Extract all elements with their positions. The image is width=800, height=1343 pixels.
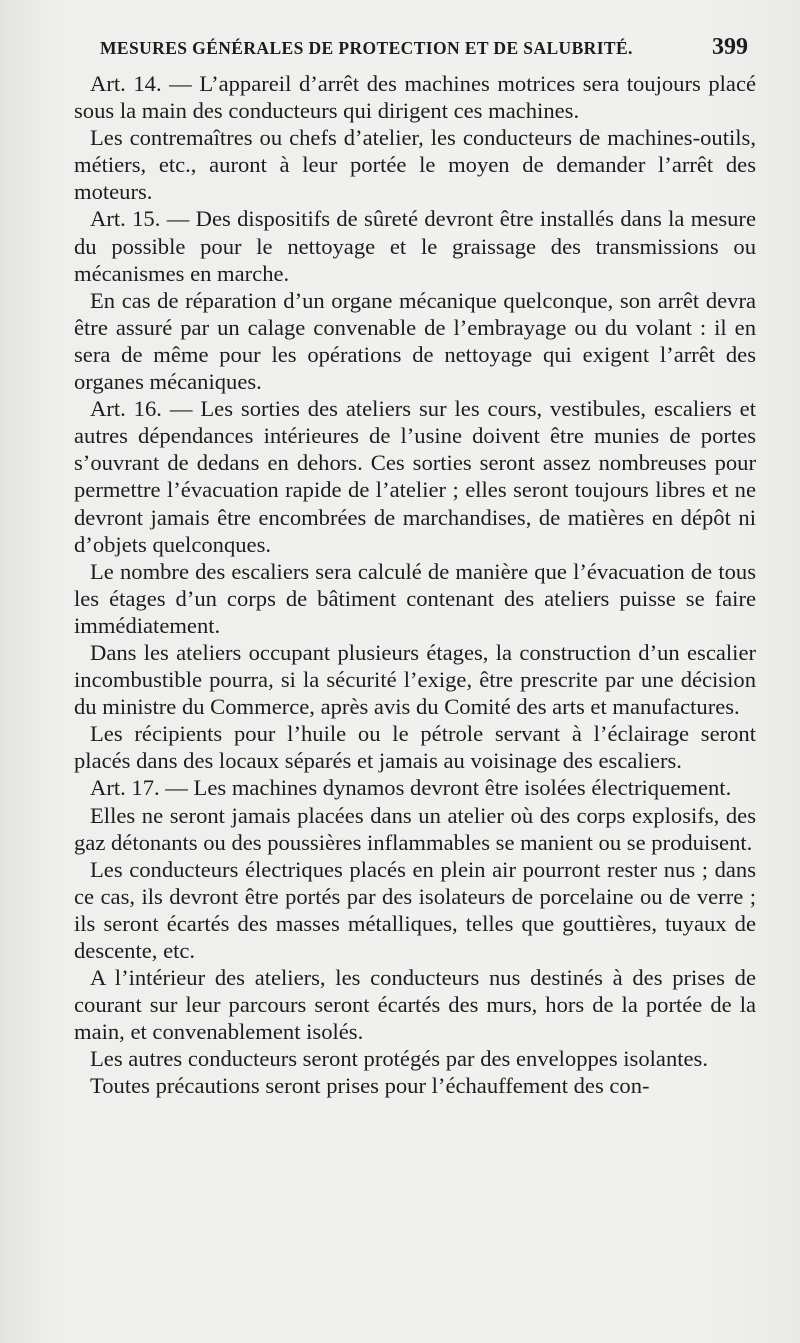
paragraph-contremaitres: Les contremaîtres ou chefs d’atelier, les conducteurs de machines-outils, métiers, etc., auront à leur portée le moyen de demander l’arrêt des moteurs. [74, 125, 756, 205]
paragraph-escaliers: Le nombre des escaliers sera calculé de manière que l’évacuation de tous les étages d’un corps de bâtiment contenant des ateliers puisse se faire immédiatement. [74, 558, 756, 638]
paragraph-art-15: Art. 15. — Des dispositifs de sûreté devront être installés dans la mesure du possible pour le nettoyage et le graissage des transmissions ou mécanismes en marche. [74, 206, 756, 286]
paragraph-reparation: En cas de réparation d’un organe mécanique quelconque, son arrêt devra être assuré par un calage convenable de l’embrayage ou du volant : il en sera de même pour les opérations de nettoyage qui exigent l’arrêt des organes mécaniques. [74, 287, 756, 395]
running-title: MESURES GÉNÉRALES DE PROTECTION ET DE SALUBRITÉ. [100, 38, 633, 58]
paragraph-recipients: Les récipients pour l’huile ou le pétrole servant à l’éclairage seront placés dans des locaux séparés et jamais au voisinage des escaliers. [74, 721, 756, 774]
paragraph-art-14: Art. 14. — L’appareil d’arrêt des machines motrices sera toujours placé sous la main des conducteurs qui dirigent ces machines. [74, 71, 756, 124]
paragraph-autres-conducteurs: Les autres conducteurs seront protégés par des enveloppes isolantes. [90, 1046, 708, 1072]
paragraph-art-17: Art. 17. — Les machines dynamos devront être isolées électriquement. [90, 775, 732, 801]
paragraph-explosifs: Elles ne seront jamais placées dans un atelier où des corps explosifs, des gaz détonants ou des poussières inflammables se manient ou se produisent. [74, 802, 756, 855]
paragraph-interieur-ateliers: A l’intérieur des ateliers, les conducteurs nus destinés à des prises de courant sur leur parcours seront écartés des murs, hors de la portée de la main, et convenablement isolés. [74, 965, 756, 1045]
paragraph-conducteurs-plein-air: Les conducteurs électriques placés en plein air pourront rester nus ; dans ce cas, ils devront être portés par des isolateurs de porcelaine ou de verre ; ils seront écartés des masses métalliques, telles que gouttières, tuyaux de descente, etc. [74, 856, 756, 963]
paragraph-art-16: Art. 16. — Les sorties des ateliers sur les cours, vestibules, escaliers et autres dépendances intérieures de l’usine doivent être munies de portes s’ouvrant de dedans en dehors. Ces sorties seront assez nombreuses pour permettre l’évacuation rapide de l’atelier ; elles seront toujours libres et ne devront jamais être encombrées de marchandises, de matières en dépôt ni d’objets quelconques. [74, 396, 756, 557]
page-number: 399 [712, 34, 748, 60]
running-header [100, 34, 760, 64]
paragraph-precautions: Toutes précautions seront prises pour l’échauffement des con- [90, 1073, 650, 1099]
body-text [74, 70, 756, 1100]
paragraph-plusieurs-etages: Dans les ateliers occupant plusieurs étages, la construction d’un escalier incombustible pourra, si la sécurité l’exige, être prescrite par une décision du ministre du Commerce, après avis du Comité des arts et manufactures. [74, 639, 756, 720]
